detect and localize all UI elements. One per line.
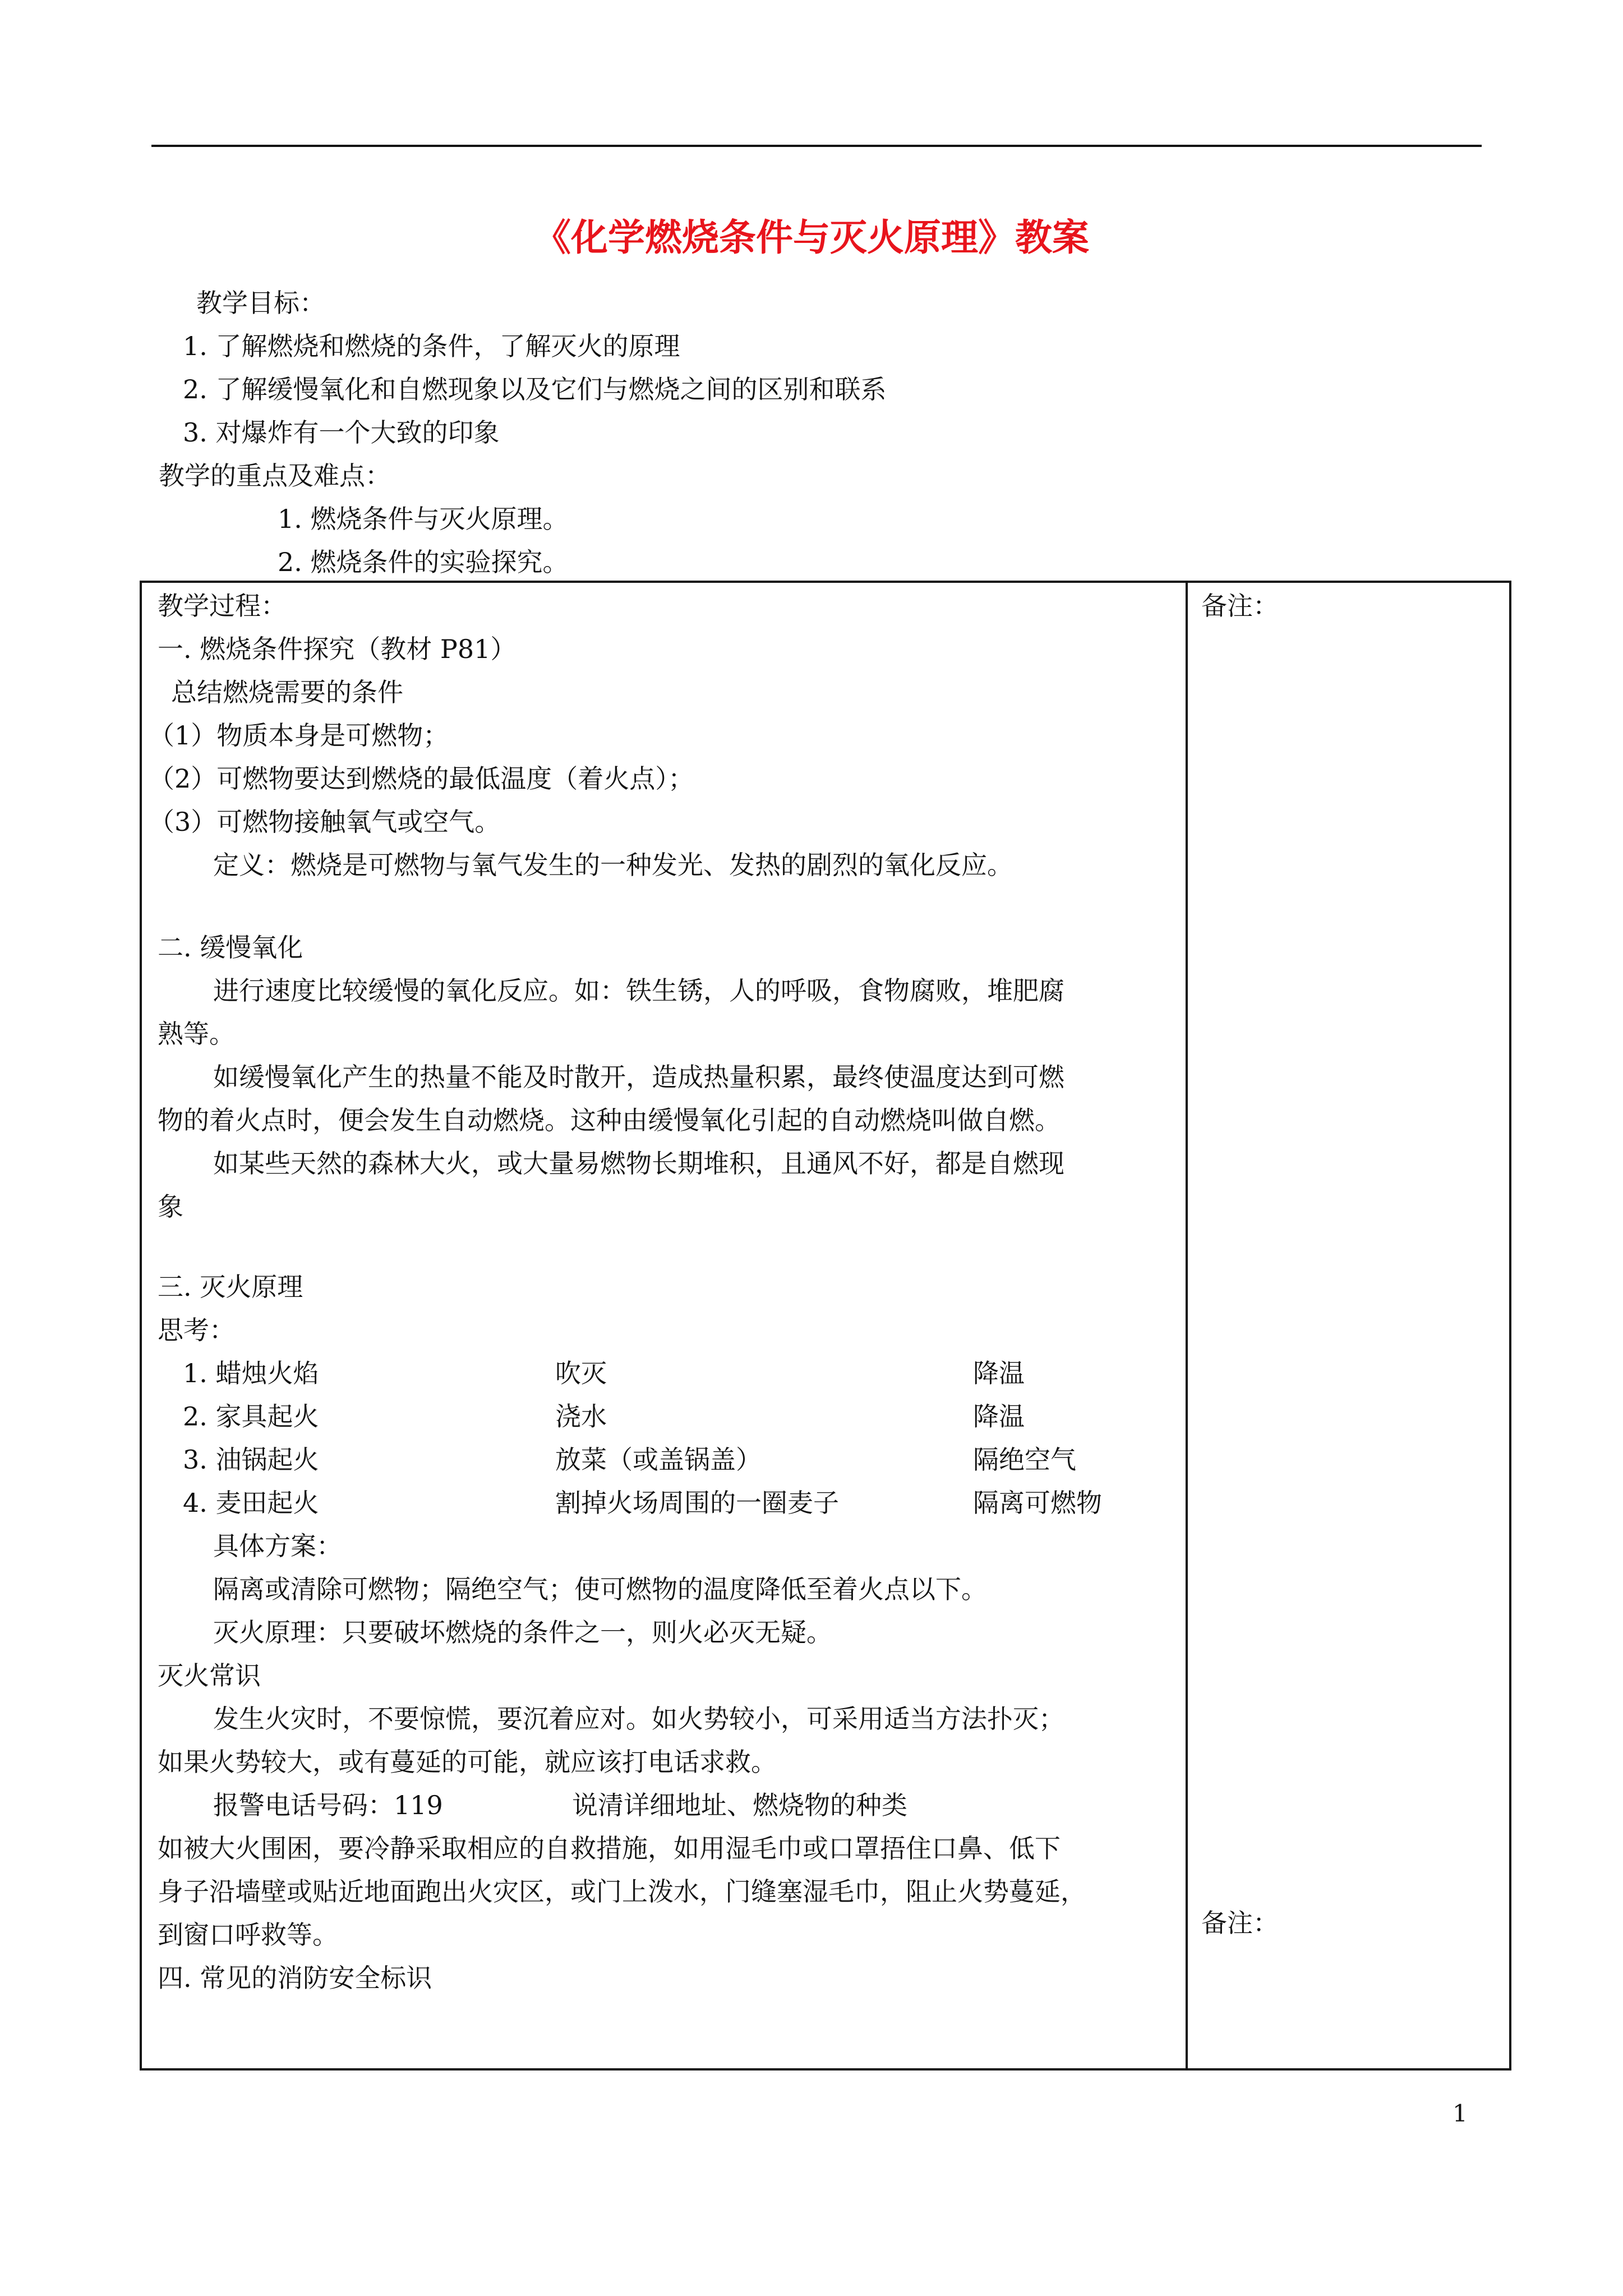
key-points-heading: 教学的重点及难点： [159,461,391,491]
key-point-item: 2. 燃烧条件的实验探究。 [278,547,569,577]
escape-text: 到窗口呼救等。 [158,1920,338,1950]
header-rule [151,145,1482,147]
notes-label: 备注： [1201,1908,1279,1938]
section-text: 熟等。 [158,1019,235,1049]
section-title: 二. 缓慢氧化 [158,932,303,963]
section-text: 总结燃烧需要的条件 [171,677,403,707]
objective-item: 3. 对爆炸有一个大致的印象 [183,417,500,448]
notes-label: 备注： [1201,591,1279,621]
case-item: 3. 油锅起火 [183,1444,319,1475]
objective-item: 1. 了解燃烧和燃烧的条件，了解灭火的原理 [183,331,680,361]
section-title: 一. 燃烧条件探究（教材 P81） [158,634,517,664]
alarm-number: 报警电话号码：119 [213,1790,443,1820]
case-action: 吹灭 [555,1358,607,1388]
escape-text: 如被大火围困，要冷静采取相应的自救措施，如用湿毛巾或口罩捂住口鼻、低下 [158,1833,1061,1864]
section-text: 象 [158,1191,183,1222]
objective-item: 2. 了解缓慢氧化和自燃现象以及它们与燃烧之间的区别和联系 [183,374,887,404]
knowledge-text: 发生火灾时，不要惊慌，要沉着应对。如火势较小，可采用适当方法扑灭； [213,1704,1064,1734]
key-point-item: 1. 燃烧条件与灭火原理。 [278,504,569,534]
knowledge-text: 如果火势较大，或有蔓延的可能，就应该打电话求救。 [158,1747,777,1777]
plan-text: 隔离或清除可燃物；隔绝空气；使可燃物的温度降低至着火点以下。 [213,1574,987,1604]
principle-text: 灭火原理：只要破坏燃烧的条件之一，则火必灭无疑。 [213,1617,832,1648]
section-text: 物的着火点时，便会发生自动燃烧。这种由缓慢氧化引起的自动燃烧叫做自燃。 [158,1105,1061,1135]
section-text: 如缓慢氧化产生的热量不能及时散开，造成热量积累，最终使温度达到可燃 [213,1062,1064,1092]
section-text: 进行速度比较缓慢的氧化反应。如：铁生锈，人的呼吸，食物腐败，堆肥腐 [213,976,1064,1006]
case-item: 1. 蜡烛火焰 [183,1358,319,1388]
escape-text: 身子沿墙壁或贴近地面跑出火灾区，或门上泼水，门缝塞湿毛巾，阻止火势蔓延， [158,1876,1086,1907]
plan-heading: 具体方案： [213,1531,342,1561]
condition-item: （3）可燃物接触氧气或空气。 [149,807,501,837]
think-label: 思考： [158,1315,235,1345]
knowledge-heading: 灭火常识 [158,1660,261,1691]
objectives-heading: 教学目标： [196,288,325,318]
table-column-divider [1186,581,1188,2070]
case-action: 放菜（或盖锅盖） [555,1444,762,1475]
section-title: 四. 常见的消防安全标识 [158,1963,432,1993]
definition-text: 定义：燃烧是可燃物与氧气发生的一种发光、发热的剧烈的氧化反应。 [213,850,1013,880]
condition-item: （1）物质本身是可燃物； [149,720,449,751]
alarm-note: 说清详细地址、燃烧物的种类 [572,1790,907,1820]
case-action: 割掉火场周围的一圈麦子 [555,1488,839,1518]
case-item: 2. 家具起火 [183,1401,319,1432]
document-title: 《化学燃烧条件与灭火原理》教案 [534,215,1089,259]
case-item: 4. 麦田起火 [183,1488,319,1518]
case-principle: 降温 [973,1358,1025,1388]
section-title: 三. 灭火原理 [158,1272,303,1302]
case-principle: 隔绝空气 [973,1444,1076,1475]
case-action: 浇水 [555,1401,607,1432]
section-text: 如某些天然的森林大火，或大量易燃物长期堆积，且通风不好，都是自燃现 [213,1148,1064,1179]
process-heading: 教学过程： [158,591,287,621]
case-principle: 降温 [973,1401,1025,1432]
page-number: 1 [1453,2100,1468,2127]
condition-item: （2）可燃物要达到燃烧的最低温度（着火点）； [149,763,694,794]
case-principle: 隔离可燃物 [973,1488,1102,1518]
